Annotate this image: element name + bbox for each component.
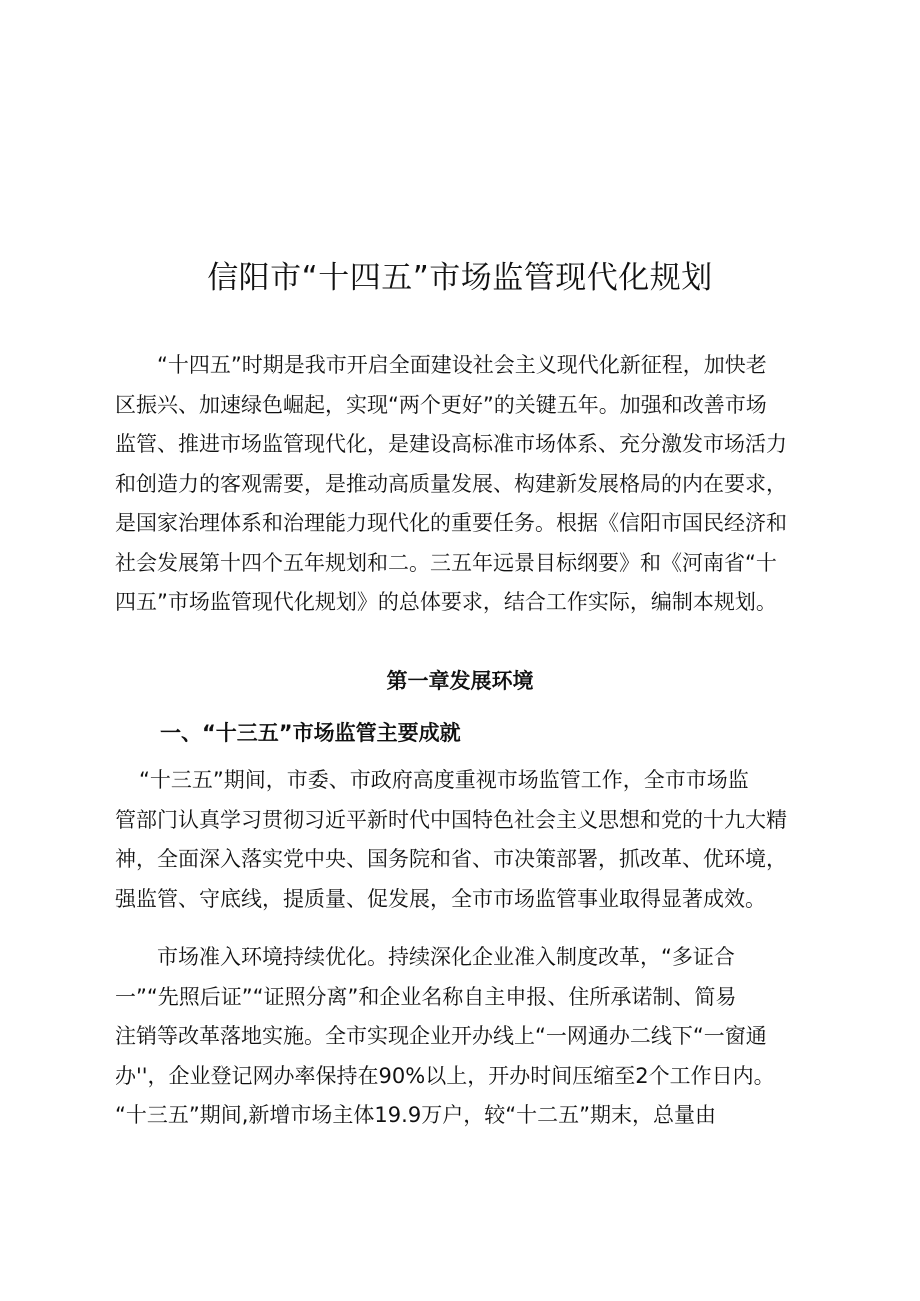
- paragraph-line: “十三五”期间,新增市场主体19.9万户，较“十二五”期末，总量由: [115, 1103, 716, 1127]
- chapter-heading: 第一章发展环境: [386, 669, 534, 693]
- achievements-paragraph: [115, 761, 815, 919]
- paragraph-line: 市场准入环境持续优化。持续深化企业准入制度改革，“多证合: [157, 945, 735, 969]
- paragraph-line: 四五”市场监管现代化规划》的总体要求，结合工作实际，编制本规划。: [115, 590, 777, 614]
- paragraph-line: 区振兴、加速绿色崛起，实现“两个更好”的关键五年。加强和改善市场: [115, 392, 767, 417]
- paragraph-line: 注销等改革落地实施。全市实现企业开办线上“一网通办二线下“一窗通: [115, 1024, 767, 1048]
- paragraph-line: 一”“先照后证”“证照分离”和企业名称自主申报、住所承诺制、简易: [115, 984, 737, 1009]
- paragraph-line: 是国家治理体系和治理能力现代化的重要任务。根据《信阳市国民经济和: [115, 511, 787, 535]
- document-title: 信阳市“十四五”市场监管现代化规划: [207, 260, 713, 296]
- paragraph-line: 管部门认真学习贯彻习近平新时代中国特色社会主义思想和党的十九大精: [115, 807, 787, 832]
- market-access-paragraph: [115, 938, 815, 1136]
- paragraph-line: “十四五”时期是我市开启全面建设社会主义现代化新征程，加快老: [157, 353, 767, 377]
- paragraph-line: 社会发展第十四个五年规划和二。三五年远景目标纲要》和《河南省“十: [115, 550, 777, 575]
- paragraph-line: “十三五”期间，市委、市政府高度重视市场监管工作，全市市场监: [139, 768, 749, 792]
- paragraph-line: 和创造力的客观需要，是推动高质量发展、构建新发展格局的内在要求，: [115, 471, 787, 496]
- paragraph-line: 监管、推进市场监管现代化，是建设高标准市场体系、充分激发市场活力: [115, 432, 787, 456]
- paragraph-line: 神，全面深入落实党中央、国务院和省、市决策部署，抓改革、优环境，: [115, 847, 787, 871]
- paragraph-line: 强监管、守底线，提质量、促发展，全市市场监管事业取得显著成效。: [115, 886, 766, 911]
- section-heading: 一、“十三五”市场监管主要成就: [160, 721, 461, 745]
- paragraph-line: 办''，企业登记网办率保持在90%以上，开办时间压缩至2个工作日内。: [115, 1063, 775, 1088]
- intro-paragraph: [115, 346, 815, 623]
